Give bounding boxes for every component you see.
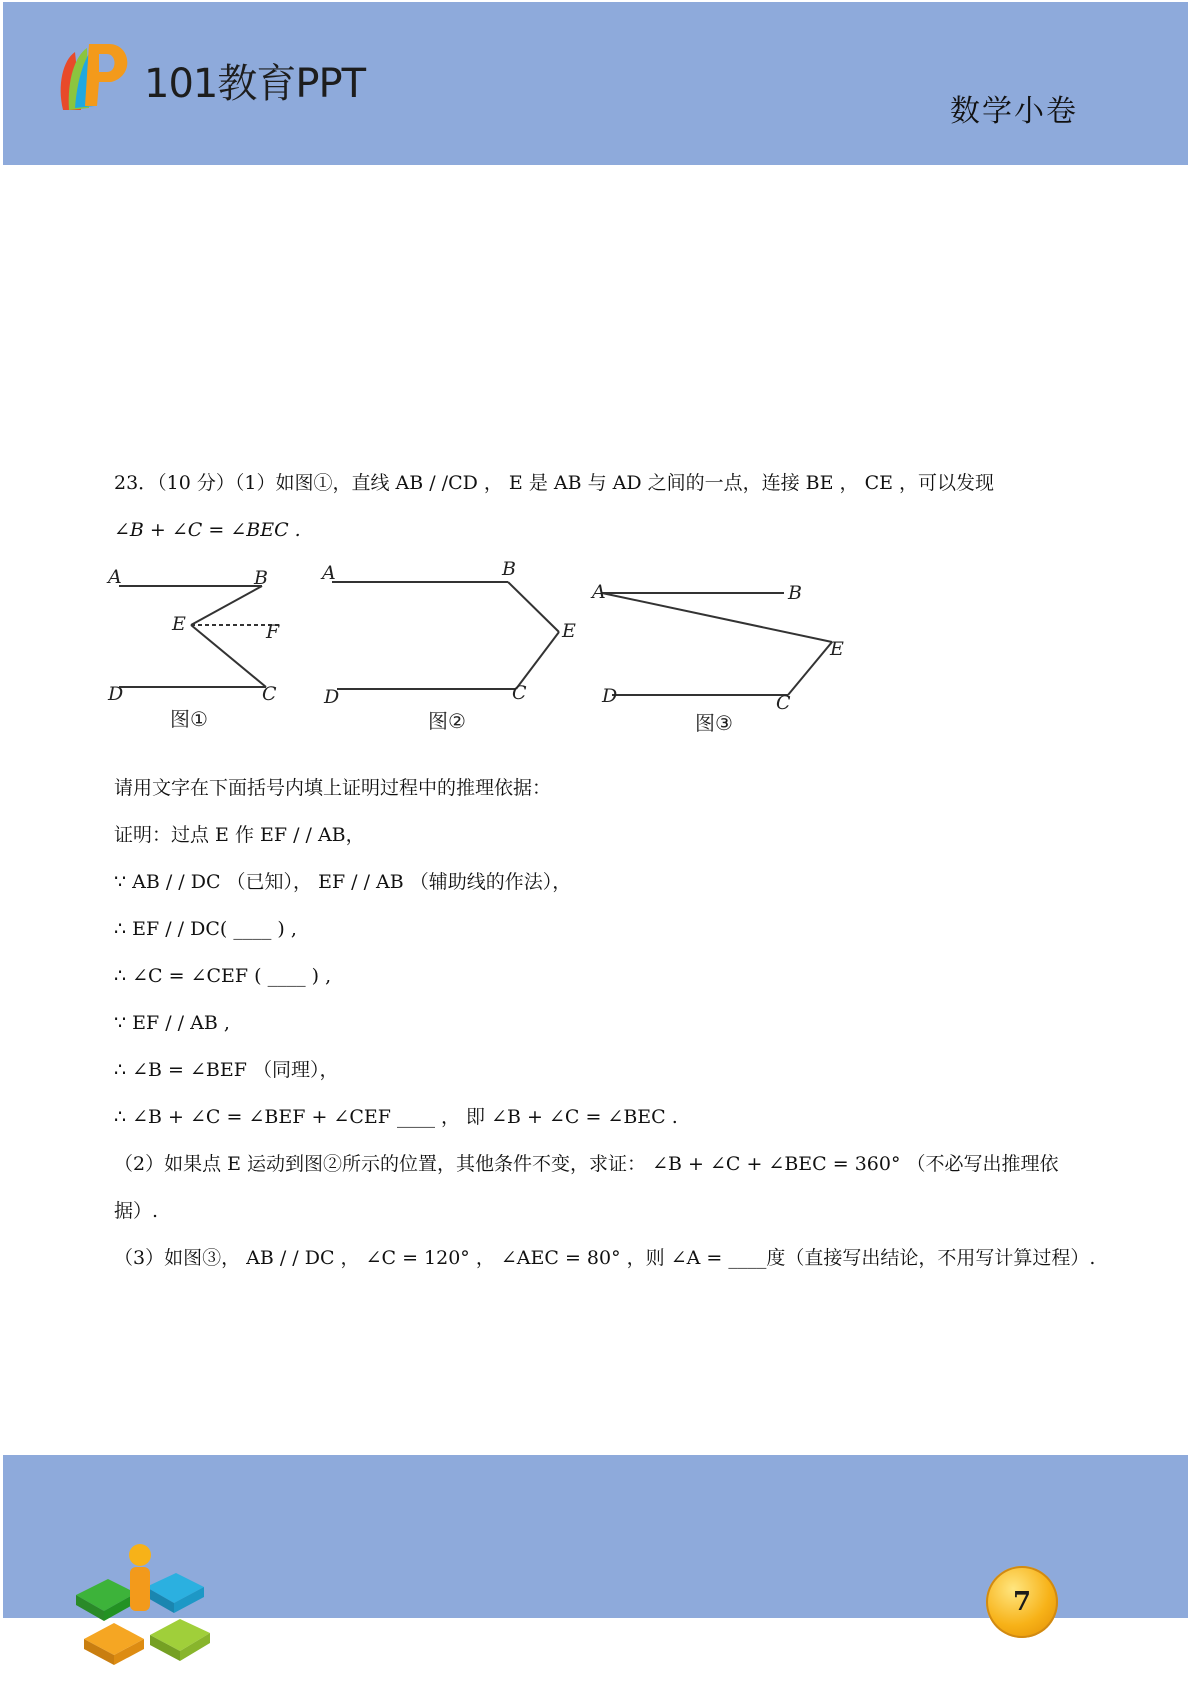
fig1-label-b: B xyxy=(254,567,268,589)
proof-line: ∴ ∠C = ∠CEF ( ____ ) , xyxy=(114,965,332,987)
figure-2 xyxy=(320,558,576,733)
part3-line-1: （3）如图③， AB / / DC ， ∠C = 120° ， ∠AEC = 80° ，则 ∠A = ____度（直接写出结论，不用写计算过程）. xyxy=(114,1247,1096,1269)
fig3-label-e: E xyxy=(830,638,844,660)
proof-line: ∴ ∠B = ∠BEF （同理）， xyxy=(114,1059,339,1081)
fig1-caption: 图① xyxy=(170,707,208,731)
proof-line: 证明：过点 E 作 EF / / AB， xyxy=(114,824,365,846)
fig2-label-e: E xyxy=(562,620,576,642)
proof-block xyxy=(114,765,1096,1282)
fig2-caption: 图② xyxy=(428,709,466,733)
fig1-label-e: E xyxy=(172,613,186,635)
fig3-label-a: A xyxy=(592,581,606,603)
question-line-1: 23．（10 分）（1）如图①，直线 AB / /CD ， E 是 AB 与 AD 之间的一点，连接 BE ， CE ，可以发现 xyxy=(114,472,995,494)
subject-title: 数学小卷 xyxy=(950,94,1078,129)
brand-name: 101教育PPT xyxy=(144,61,366,107)
proof-line: ∵ EF / / AB , xyxy=(114,1012,230,1034)
fig2-label-d: D xyxy=(324,686,340,708)
proof-line: ∴ ∠B + ∠C = ∠BEF + ∠CEF ____ ， 即 ∠B + ∠C = ∠BEC . xyxy=(114,1106,678,1128)
fig2-label-a: A xyxy=(322,562,336,584)
fig1-label-d: D xyxy=(108,683,124,705)
figure-3 xyxy=(590,581,844,735)
figures xyxy=(108,555,872,745)
part2-line-2: 据）. xyxy=(114,1200,159,1222)
fig1-label-f: F xyxy=(266,621,280,643)
proof-intro: 请用文字在下面括号内填上证明过程中的推理依据： xyxy=(114,777,552,799)
question-block xyxy=(114,460,1084,554)
fig2-label-b: B xyxy=(502,558,516,580)
page-number-badge: 7 xyxy=(986,1566,1058,1638)
fig2-label-c: C xyxy=(512,682,527,704)
question-line-2: ∠B + ∠C = ∠BEC . xyxy=(114,519,301,541)
proof-line: ∴ EF / / DC( ____ ) , xyxy=(114,918,297,940)
fig1-label-c: C xyxy=(262,683,277,705)
fig3-label-d: D xyxy=(602,685,618,707)
learning-cubes-icon xyxy=(66,1535,216,1675)
figure-1 xyxy=(106,566,282,731)
fig1-label-a: A xyxy=(108,566,122,588)
logo-icon xyxy=(55,40,135,116)
fig3-label-c: C xyxy=(776,692,791,714)
proof-line: ∵ AB / / DC （已知）， EF / / AB （辅助线的作法）， xyxy=(114,871,572,893)
fig3-label-b: B xyxy=(788,582,802,604)
part2-line-1: （2）如果点 E 运动到图②所示的位置，其他条件不变，求证： ∠B + ∠C + ∠BEC = 360° （不必写出推理依 xyxy=(114,1153,1059,1175)
fig3-caption: 图③ xyxy=(695,711,733,735)
